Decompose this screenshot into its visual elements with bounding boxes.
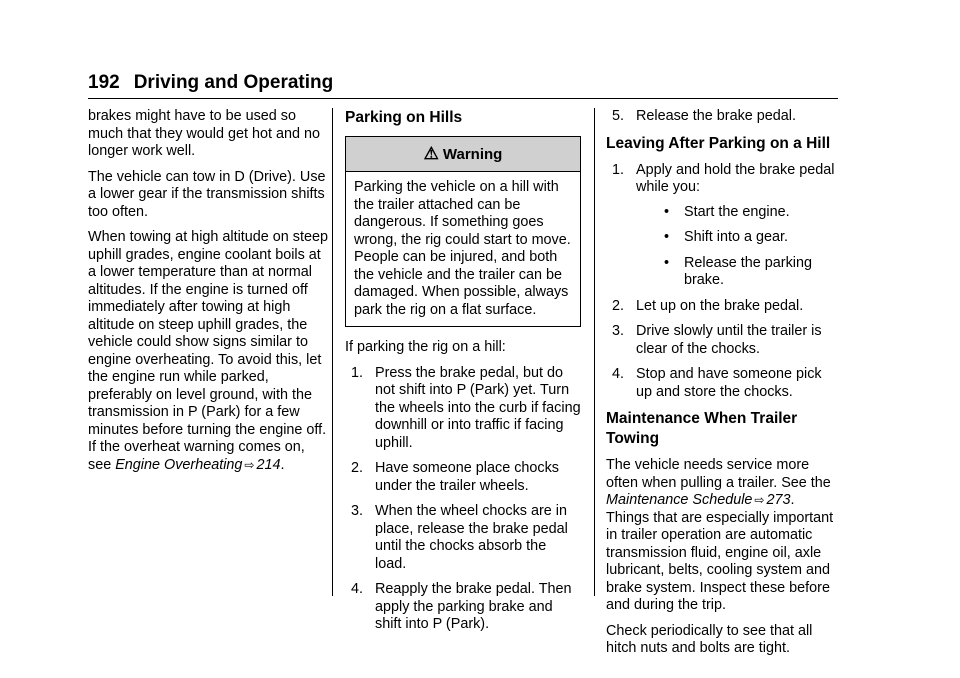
step-number: 4.	[351, 581, 364, 597]
steps-list	[606, 108, 840, 126]
step-number: 4.	[612, 366, 625, 382]
warning-text: Parking the vehicle on a hill with the trailer attached can be dangerous. If something goes wrong, the rig could start to move. People can be injured, and both the vehicle and the trailer can be damaged. When possible, always park the rig on a flat surface.	[354, 179, 571, 318]
steps-list	[345, 365, 581, 634]
paragraph: If parking the rig on a hill:	[345, 339, 506, 355]
list-item	[345, 365, 581, 453]
list-item	[606, 366, 840, 401]
step-number: 3.	[612, 323, 625, 339]
bullet-item	[636, 255, 840, 290]
paragraph	[88, 229, 328, 474]
step-number: 2.	[351, 460, 364, 476]
step-text: Reapply the brake pedal. Then apply the parking brake and shift into P (Park).	[375, 581, 572, 632]
warning-title: Warning	[442, 146, 503, 163]
section-heading: Maintenance When Trailer Towing	[606, 410, 798, 447]
bullet-text: Release the parking brake.	[684, 254, 812, 288]
step-text: Press the brake pedal, but do not shift into P (Park) yet. Turn the wheels into the curb if facing downhill or into traffic if facing uphill.	[375, 364, 581, 451]
step-number: 3.	[351, 503, 364, 519]
list-item	[606, 108, 840, 126]
step-number: 5.	[612, 108, 625, 124]
column-3	[606, 108, 840, 666]
header-rule	[88, 98, 838, 99]
warning-box	[345, 136, 581, 327]
list-item	[345, 503, 581, 573]
step-text: Apply and hold the brake pedal while you:	[636, 161, 835, 195]
xref-title: Engine Overheating	[115, 456, 243, 473]
paragraph: brakes might have to be used so much that they would get hot and no longer work well.	[88, 108, 321, 159]
xref-end: .	[790, 492, 795, 508]
page-header	[88, 70, 838, 99]
xref-title: Maintenance Schedule	[606, 492, 753, 508]
header-text	[88, 70, 838, 98]
xref-page: 273	[766, 492, 791, 508]
step-text: Let up on the brake pedal.	[636, 297, 804, 314]
step-number: 1.	[612, 161, 625, 178]
paragraph: The vehicle can tow in D (Drive). Use a lower gear if the transmission shifts too often.	[88, 168, 326, 220]
paragraph-text: Things that are especially important in trailer operation are automatic transmission fluid, engine oil, axle lubricant, belts, cooling system and brake system. Inspect these before and during the trip.	[606, 509, 834, 613]
list-item	[345, 460, 581, 495]
warning-icon: ⚠	[423, 144, 439, 163]
page-arrow-icon: ⇨	[244, 457, 255, 472]
bullet-item	[636, 204, 840, 222]
section-title: Driving and Operating	[133, 72, 334, 93]
step-number: 1.	[351, 364, 364, 381]
section-heading: Parking on Hills	[345, 109, 463, 126]
step-text: When the wheel chocks are in place, release the brake pedal until the chocks absorb the load.	[375, 503, 568, 572]
list-item	[345, 581, 581, 634]
step-text: Drive slowly until the trailer is clear of the chocks.	[636, 323, 822, 357]
column-1	[88, 108, 328, 482]
section-heading: Leaving After Parking on a Hill	[606, 134, 831, 152]
xref-page: 214	[256, 456, 281, 473]
bullet-item	[636, 229, 840, 247]
step-text: Stop and have someone pick up and store the chocks.	[636, 366, 822, 400]
bullet-icon: •	[664, 203, 670, 220]
step-number: 2.	[612, 297, 625, 314]
cross-reference-link[interactable]	[606, 492, 791, 508]
paragraph-text: The vehicle needs service more often when pulling a trailer. See the	[606, 457, 831, 491]
steps-list	[606, 162, 840, 402]
paragraph: Check periodically to see that all hitch nuts and bolts are tight.	[606, 622, 813, 656]
column-2	[345, 108, 581, 642]
bullet-text: Start the engine.	[684, 203, 790, 220]
list-item	[606, 298, 840, 316]
page-number: 192	[88, 72, 120, 93]
step-text: Release the brake pedal.	[636, 108, 797, 124]
paragraph	[606, 457, 840, 615]
column-divider-1	[332, 108, 333, 596]
paragraph-text: When towing at high altitude on steep uphill grades, engine coolant boils at a lower temperature than at normal altitudes. If the engine is turned off immediately after towing at high altitude on steep uphill grades, the vehicle could show signs similar to engine overheating. To avoid this, let the engine run while parked, preferably on level ground, with the transmission in P (Park) for a few minutes before turning the engine off. If the overheat warning comes on, see	[88, 229, 329, 473]
bullet-text: Shift into a gear.	[684, 229, 789, 245]
step-text: Have someone place chocks under the trailer wheels.	[375, 460, 559, 494]
list-item	[606, 162, 840, 290]
xref-end: .	[280, 456, 285, 473]
cross-reference-link[interactable]	[115, 457, 280, 473]
bullet-list	[636, 204, 840, 290]
bullet-icon: •	[664, 254, 670, 271]
column-divider-2	[594, 108, 595, 596]
warning-header	[346, 137, 580, 172]
list-item	[606, 323, 840, 358]
bullet-icon: •	[664, 229, 670, 245]
page-arrow-icon: ⇨	[754, 493, 765, 507]
